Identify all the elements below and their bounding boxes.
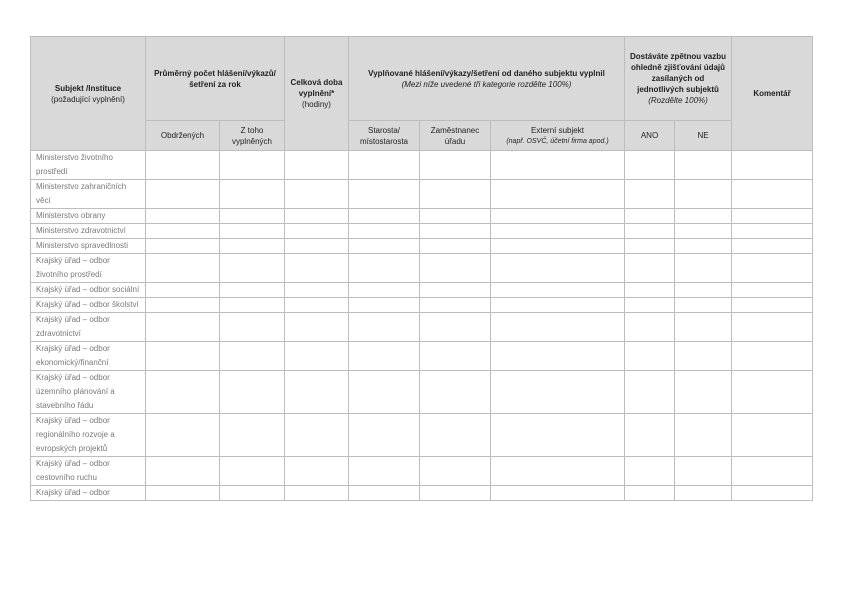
cell-external[interactable]: [491, 486, 625, 501]
cell-received[interactable]: [146, 239, 220, 254]
cell-total-time[interactable]: [285, 283, 349, 298]
cell-employee[interactable]: [420, 180, 491, 209]
header-subject: Subjekt /Instituce (požadující vyplnění): [31, 37, 146, 151]
cell-no[interactable]: [675, 371, 732, 414]
header-received: Obdržených: [146, 121, 220, 151]
row-subject: Ministerstvo zahraničních věcí: [31, 180, 146, 209]
row-subject: Ministerstvo spravedlnosti: [31, 239, 146, 254]
cell-comment[interactable]: [732, 414, 813, 457]
cell-external[interactable]: [491, 342, 625, 371]
cell-comment[interactable]: [732, 457, 813, 486]
cell-comment[interactable]: [732, 254, 813, 283]
cell-of-which[interactable]: [220, 283, 285, 298]
cell-no[interactable]: [675, 486, 732, 501]
cell-mayor[interactable]: [349, 180, 420, 209]
cell-employee[interactable]: [420, 283, 491, 298]
cell-yes[interactable]: [625, 151, 675, 180]
cell-received[interactable]: [146, 254, 220, 283]
cell-mayor[interactable]: [349, 342, 420, 371]
cell-mayor[interactable]: [349, 209, 420, 224]
cell-yes[interactable]: [625, 486, 675, 501]
table-row: [31, 151, 813, 180]
cell-total-time[interactable]: [285, 224, 349, 239]
cell-yes[interactable]: [625, 254, 675, 283]
cell-of-which[interactable]: [220, 180, 285, 209]
cell-no[interactable]: [675, 254, 732, 283]
cell-no[interactable]: [675, 313, 732, 342]
table-row: [31, 457, 813, 486]
cell-mayor[interactable]: [349, 298, 420, 313]
header-filled-by: Vyplňované hlášení/výkazy/šetření od daného subjektu vyplnil (Mezi níže uvedené tři kategorie rozdělte 100%): [349, 37, 625, 121]
cell-yes[interactable]: [625, 283, 675, 298]
cell-no[interactable]: [675, 151, 732, 180]
row-subject: Krajský úřad – odbor sociální: [31, 283, 146, 298]
cell-received[interactable]: [146, 313, 220, 342]
cell-of-which[interactable]: [220, 151, 285, 180]
cell-comment[interactable]: [732, 486, 813, 501]
cell-yes[interactable]: [625, 209, 675, 224]
cell-total-time[interactable]: [285, 457, 349, 486]
row-subject: Krajský úřad – odbor územního plánování a stavebního řádu: [31, 371, 146, 414]
cell-external[interactable]: [491, 414, 625, 457]
cell-external[interactable]: [491, 209, 625, 224]
header-mayor: Starosta/ místostarosta: [349, 121, 420, 151]
table-row: [31, 414, 813, 457]
cell-external[interactable]: [491, 457, 625, 486]
cell-received[interactable]: [146, 486, 220, 501]
cell-of-which[interactable]: [220, 298, 285, 313]
cell-no[interactable]: [675, 209, 732, 224]
survey-table: [30, 36, 813, 501]
cell-yes[interactable]: [625, 224, 675, 239]
header-employee: Zaměstnanec úřadu: [420, 121, 491, 151]
cell-external[interactable]: [491, 254, 625, 283]
table-row: [31, 313, 813, 342]
cell-employee[interactable]: [420, 239, 491, 254]
cell-external[interactable]: [491, 224, 625, 239]
row-subject: Ministerstvo životního prostředí: [31, 151, 146, 180]
cell-no[interactable]: [675, 283, 732, 298]
cell-no[interactable]: [675, 298, 732, 313]
header-avg-count: Průměrný počet hlášení/výkazů/šetření za rok: [146, 37, 285, 121]
cell-total-time[interactable]: [285, 342, 349, 371]
row-subject: Krajský úřad – odbor cestovního ruchu: [31, 457, 146, 486]
cell-comment[interactable]: [732, 209, 813, 224]
cell-yes[interactable]: [625, 457, 675, 486]
cell-total-time[interactable]: [285, 371, 349, 414]
cell-received[interactable]: [146, 414, 220, 457]
cell-comment[interactable]: [732, 298, 813, 313]
cell-yes[interactable]: [625, 342, 675, 371]
cell-mayor[interactable]: [349, 151, 420, 180]
cell-no[interactable]: [675, 180, 732, 209]
cell-employee[interactable]: [420, 342, 491, 371]
cell-mayor[interactable]: [349, 414, 420, 457]
cell-no[interactable]: [675, 457, 732, 486]
cell-received[interactable]: [146, 180, 220, 209]
cell-yes[interactable]: [625, 414, 675, 457]
table-row: [31, 209, 813, 224]
cell-of-which[interactable]: [220, 209, 285, 224]
row-subject: Krajský úřad – odbor regionálního rozvoje a evropských projektů: [31, 414, 146, 457]
cell-mayor[interactable]: [349, 313, 420, 342]
cell-external[interactable]: [491, 298, 625, 313]
table-row: [31, 254, 813, 283]
table-row: [31, 180, 813, 209]
cell-employee[interactable]: [420, 298, 491, 313]
row-subject: Krajský úřad – odbor školství: [31, 298, 146, 313]
cell-employee[interactable]: [420, 371, 491, 414]
cell-yes[interactable]: [625, 371, 675, 414]
row-subject: Krajský úřad – odbor ekonomický/finanční: [31, 342, 146, 371]
cell-mayor[interactable]: [349, 486, 420, 501]
row-subject: Krajský úřad – odbor: [31, 486, 146, 501]
cell-of-which[interactable]: [220, 414, 285, 457]
cell-external[interactable]: [491, 151, 625, 180]
cell-received[interactable]: [146, 283, 220, 298]
row-subject: Ministerstvo obrany: [31, 209, 146, 224]
cell-employee[interactable]: [420, 486, 491, 501]
cell-total-time[interactable]: [285, 239, 349, 254]
header-yes: ANO: [625, 121, 675, 151]
cell-yes[interactable]: [625, 313, 675, 342]
cell-received[interactable]: [146, 151, 220, 180]
row-subject: Ministerstvo zdravotnictví: [31, 224, 146, 239]
header-feedback: Dostáváte zpětnou vazbu ohledně zjišťování údajů zasílaných od jednotlivých subjektů (Rozdělte 100%): [625, 37, 732, 121]
header-comment: Komentář: [732, 37, 813, 151]
cell-mayor[interactable]: [349, 371, 420, 414]
table-row: [31, 298, 813, 313]
cell-total-time[interactable]: [285, 414, 349, 457]
cell-comment[interactable]: [732, 283, 813, 298]
cell-external[interactable]: [491, 313, 625, 342]
table-row: [31, 283, 813, 298]
cell-total-time[interactable]: [285, 486, 349, 501]
cell-of-which[interactable]: [220, 254, 285, 283]
table-row: [31, 371, 813, 414]
cell-total-time[interactable]: [285, 209, 349, 224]
cell-employee[interactable]: [420, 209, 491, 224]
cell-employee[interactable]: [420, 457, 491, 486]
cell-of-which[interactable]: [220, 486, 285, 501]
cell-of-which[interactable]: [220, 224, 285, 239]
cell-of-which[interactable]: [220, 313, 285, 342]
cell-mayor[interactable]: [349, 457, 420, 486]
header-no: NE: [675, 121, 732, 151]
cell-no[interactable]: [675, 342, 732, 371]
cell-external[interactable]: [491, 180, 625, 209]
cell-total-time[interactable]: [285, 254, 349, 283]
cell-of-which[interactable]: [220, 457, 285, 486]
cell-received[interactable]: [146, 209, 220, 224]
cell-comment[interactable]: [732, 224, 813, 239]
cell-mayor[interactable]: [349, 254, 420, 283]
cell-yes[interactable]: [625, 180, 675, 209]
cell-received[interactable]: [146, 298, 220, 313]
cell-external[interactable]: [491, 239, 625, 254]
cell-external[interactable]: [491, 371, 625, 414]
table-row: [31, 224, 813, 239]
cell-employee[interactable]: [420, 151, 491, 180]
header-external: Externí subjekt (např. OSVČ, účetní firma apod.): [491, 121, 625, 151]
cell-employee[interactable]: [420, 313, 491, 342]
cell-employee[interactable]: [420, 254, 491, 283]
cell-mayor[interactable]: [349, 224, 420, 239]
cell-mayor[interactable]: [349, 239, 420, 254]
table-row: [31, 239, 813, 254]
cell-received[interactable]: [146, 371, 220, 414]
row-subject: Krajský úřad – odbor zdravotnictví: [31, 313, 146, 342]
table-row: [31, 342, 813, 371]
cell-no[interactable]: [675, 224, 732, 239]
cell-comment[interactable]: [732, 313, 813, 342]
header-of-which: Z toho vyplněných: [220, 121, 285, 151]
cell-total-time[interactable]: [285, 151, 349, 180]
cell-comment[interactable]: [732, 151, 813, 180]
cell-total-time[interactable]: [285, 313, 349, 342]
cell-total-time[interactable]: [285, 180, 349, 209]
cell-comment[interactable]: [732, 239, 813, 254]
cell-comment[interactable]: [732, 180, 813, 209]
cell-no[interactable]: [675, 239, 732, 254]
cell-comment[interactable]: [732, 342, 813, 371]
cell-received[interactable]: [146, 224, 220, 239]
cell-yes[interactable]: [625, 298, 675, 313]
table-row: [31, 486, 813, 501]
cell-employee[interactable]: [420, 414, 491, 457]
cell-total-time[interactable]: [285, 298, 349, 313]
cell-no[interactable]: [675, 414, 732, 457]
cell-external[interactable]: [491, 283, 625, 298]
row-subject: Krajský úřad – odbor životního prostředí: [31, 254, 146, 283]
cell-comment[interactable]: [732, 371, 813, 414]
cell-of-which[interactable]: [220, 342, 285, 371]
cell-yes[interactable]: [625, 239, 675, 254]
cell-received[interactable]: [146, 342, 220, 371]
cell-mayor[interactable]: [349, 283, 420, 298]
cell-employee[interactable]: [420, 224, 491, 239]
header-total-time: Celková doba vyplnění* (hodiny): [285, 37, 349, 151]
cell-received[interactable]: [146, 457, 220, 486]
cell-of-which[interactable]: [220, 371, 285, 414]
cell-of-which[interactable]: [220, 239, 285, 254]
